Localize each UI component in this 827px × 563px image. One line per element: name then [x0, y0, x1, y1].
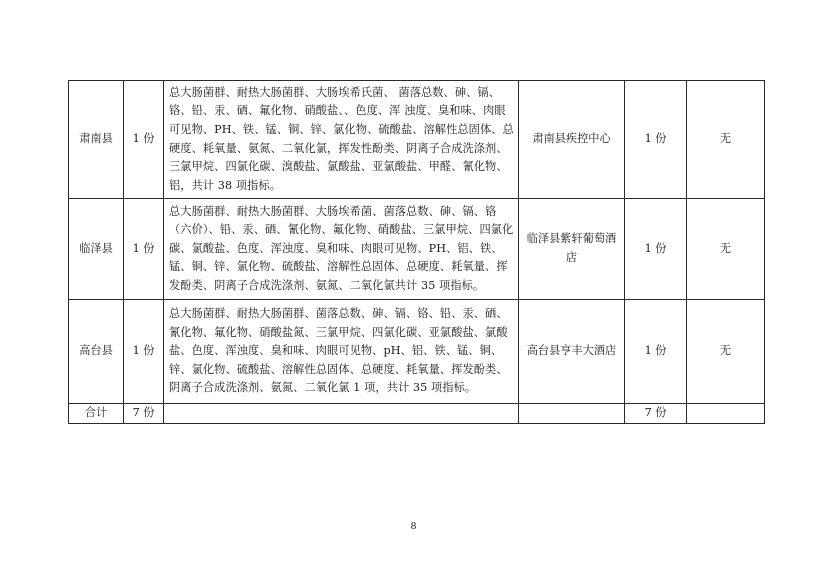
- page-number: 8: [410, 520, 417, 532]
- total-items-cell: [164, 404, 519, 424]
- remark-cell: 无: [687, 199, 765, 300]
- test-items-cell: 总大肠菌群、耐热大肠菌群、菌落总数、砷、镉、铬、铅、汞、硒、氰化物、氟化物、硝酸盐氮、三氯甲烷、四氯化碳、亚氯酸盐、氯酸盐、色度、浑浊度、臭和味、肉眼可见物、pH、铝、铁、锰、铜、锌、氯化物、硫酸盐、溶解性总固体、总硬度、耗氧量、挥发酚类、阴离子合成洗涤剂、氨氮、二氧化氯 1 项，共计 35 项指标。: [164, 300, 519, 404]
- table-row: [69, 300, 765, 404]
- sampling-location-cell: 临泽县紫轩葡萄酒店: [519, 199, 625, 300]
- qualified-count-cell: 1 份: [625, 300, 687, 404]
- test-items-cell: 总大肠菌群、耐热大肠菌群、大肠埃希菌、菌落总数、砷、镉、铬（六价）、铅、汞、硒、氰化物、氟化物、硝酸盐、三氯甲烷、四氯化碳、氯酸盐、色度、浑浊度、臭和味、肉眼可见物、PH、铝、铁、锰、铜、锌、氯化物、硫酸盐、溶解性总固体、总硬度、耗氧量、挥发酚类、阴离子合成洗涤剂、氨氮、二氧化氯共计 35 项指标。: [164, 199, 519, 300]
- remark-cell: 无: [687, 81, 765, 199]
- sample-count-cell: 1 份: [124, 199, 164, 300]
- county-cell: 临泽县: [69, 199, 124, 300]
- total-qualified-cell: 7 份: [625, 404, 687, 424]
- total-row: [69, 404, 765, 424]
- total-location-cell: [519, 404, 625, 424]
- total-remark-cell: [687, 404, 765, 424]
- remark-cell: 无: [687, 300, 765, 404]
- table-row: [69, 199, 765, 300]
- total-count-cell: 7 份: [124, 404, 164, 424]
- qualified-count-cell: 1 份: [625, 199, 687, 300]
- county-cell: 高台县: [69, 300, 124, 404]
- table-row: [69, 81, 765, 199]
- test-items-cell: 总大肠菌群、耐热大肠菌群、大肠埃希氏菌、 菌落总数、砷、镉、铬、铅、汞、硒、氟化物、硝酸盐、、色度、浑 浊度、臭和味、肉眼可见物、PH、铁、锰、铜、锌、氯化物、硫酸盐、溶解性总固体、总硬度、耗氧量、氨氮、二氧化氯，挥发性酚类、阴离子合成洗涤剂、三氯甲烷、四氯化碳、溴酸盐、氯酸盐、亚氯酸盐、甲醛、氰化物、铝，共计 38 项指标。: [164, 81, 519, 199]
- total-label-cell: 合计: [69, 404, 124, 424]
- sampling-location-cell: 高台县亨丰大酒店: [519, 300, 625, 404]
- qualified-count-cell: 1 份: [625, 81, 687, 199]
- sampling-location-cell: 肃南县疾控中心: [519, 81, 625, 199]
- inspection-table: [68, 80, 765, 424]
- county-cell: 肃南县: [69, 81, 124, 199]
- sample-count-cell: 1 份: [124, 300, 164, 404]
- sample-count-cell: 1 份: [124, 81, 164, 199]
